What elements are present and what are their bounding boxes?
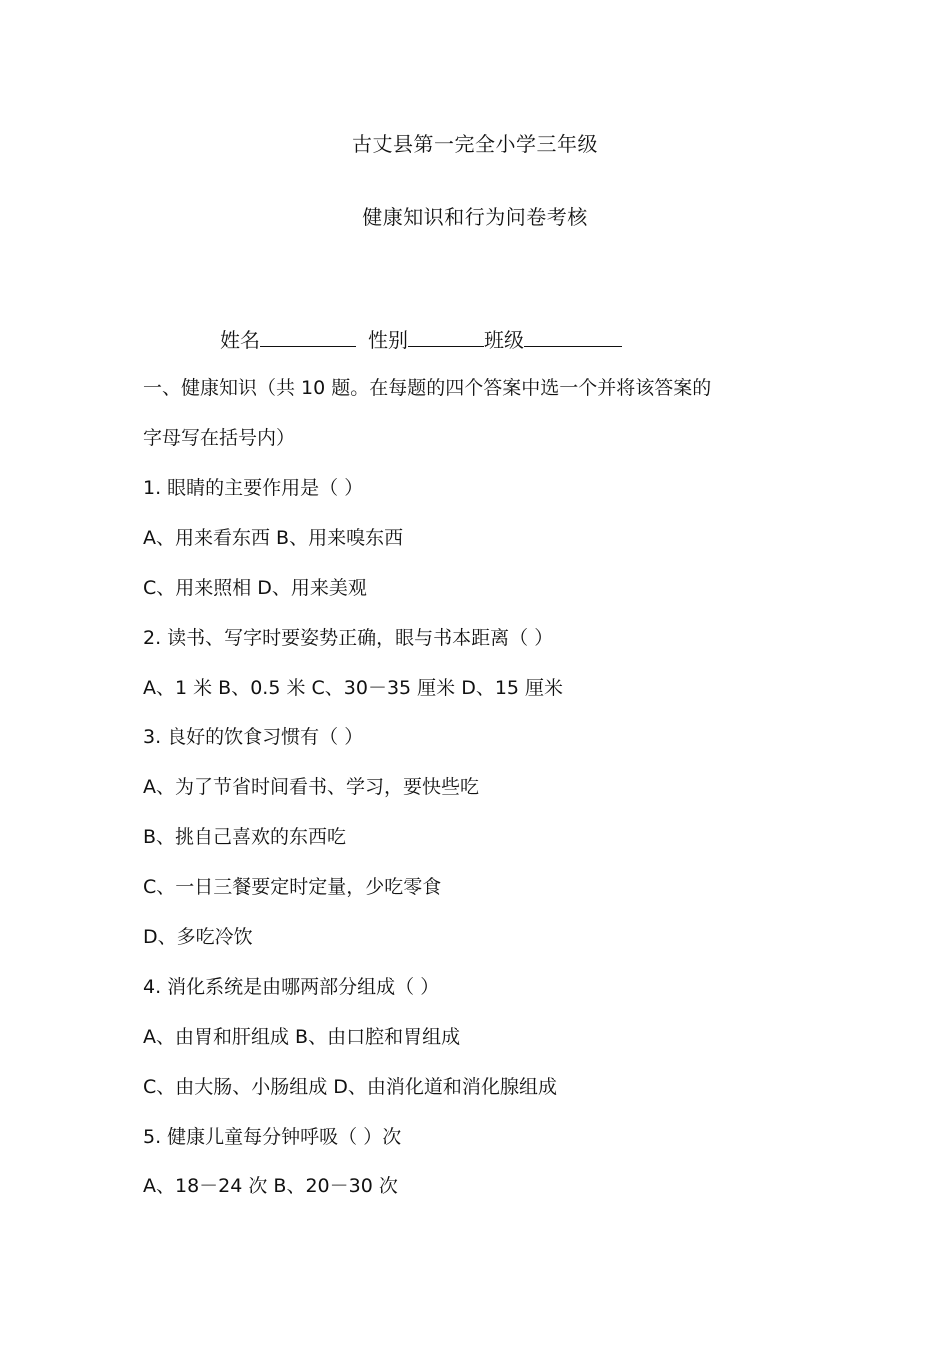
question-line: 4. 消化系统是由哪两部分组成（ ） xyxy=(143,976,440,998)
option-line: D、多吃冷饮 xyxy=(143,926,253,948)
option-line: C、用来照相 D、用来美观 xyxy=(143,577,367,599)
student-info-row xyxy=(220,324,622,353)
option-line: A、由胃和肝组成 B、由口腔和胃组成 xyxy=(143,1026,461,1048)
option-line: C、由大肠、小肠组成 D、由消化道和消化腺组成 xyxy=(143,1076,557,1098)
question-line: 1. 眼睛的主要作用是（ ） xyxy=(143,477,364,499)
question-line: 5. 健康儿童每分钟呼吸（ ）次 xyxy=(143,1126,402,1148)
class-blank[interactable] xyxy=(524,328,622,347)
name-blank[interactable] xyxy=(260,328,356,347)
option-line: B、挑自己喜欢的东西吃 xyxy=(143,826,347,848)
section-heading-cont: 字母写在括号内） xyxy=(143,427,296,449)
page-title: 古丈县第一完全小学三年级 xyxy=(352,132,598,156)
option-line: A、1 米 B、0.5 米 C、30－35 厘米 D、15 厘米 xyxy=(143,677,564,699)
question-line: 2. 读书、写字时要姿势正确，眼与书本距离（ ） xyxy=(143,627,554,649)
option-line: A、18－24 次 B、20－30 次 xyxy=(143,1175,398,1197)
question-line: 3. 良好的饮食习惯有（ ） xyxy=(143,726,364,748)
gender-label: 性别 xyxy=(368,328,408,352)
name-label: 姓名 xyxy=(220,328,260,352)
gender-blank[interactable] xyxy=(408,328,484,347)
page-subtitle: 健康知识和行为问卷考核 xyxy=(362,205,588,229)
class-label: 班级 xyxy=(484,328,524,352)
option-line: A、用来看东西 B、用来嗅东西 xyxy=(143,527,404,549)
option-line: C、一日三餐要定时定量，少吃零食 xyxy=(143,876,442,898)
option-line: A、为了节省时间看书、学习，要快些吃 xyxy=(143,776,479,798)
section-heading: 一、健康知识（共 10 题。在每题的四个答案中选一个并将该答案的 xyxy=(143,377,712,399)
